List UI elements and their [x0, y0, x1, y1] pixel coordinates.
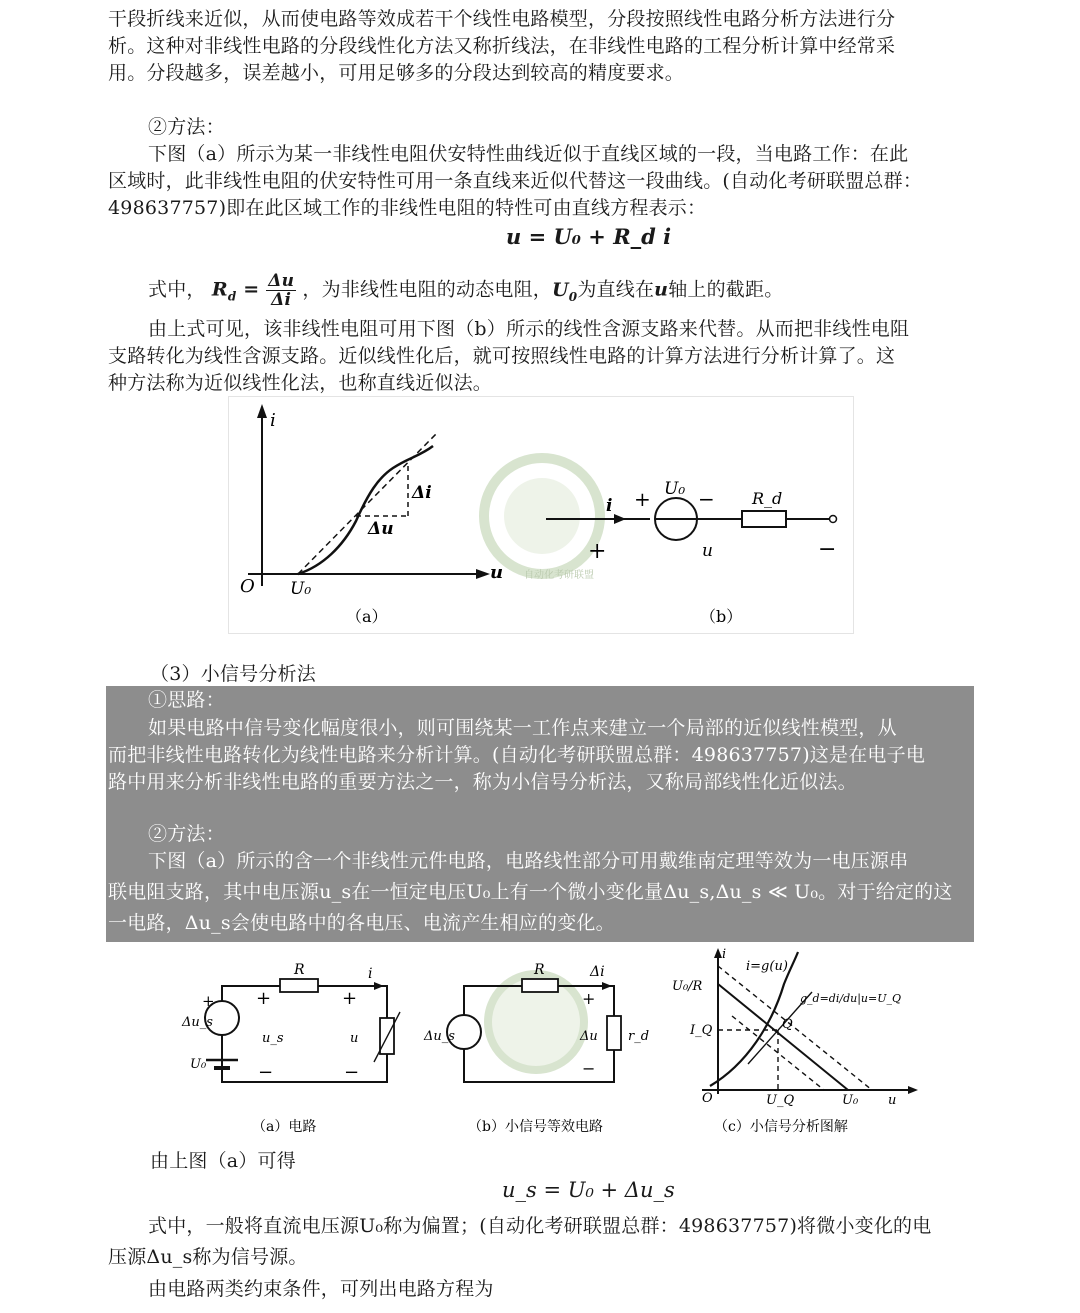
- section3-title: （3）小信号分析法: [150, 663, 316, 685]
- axis-u-label: u: [490, 562, 504, 583]
- b2-dus-label: Δu_s: [424, 1029, 455, 1044]
- svg-text:+: +: [582, 989, 596, 1008]
- c-IQ-label: I_Q: [690, 1023, 713, 1038]
- where-prefix: 式中，: [148, 278, 206, 301]
- axis-i-label: i: [270, 410, 276, 431]
- c-u-label: u: [888, 1093, 897, 1108]
- method-text-1-line-1: 下图（a）所示为某一非线性电阻伏安特性曲线近似于直线区域的一段，当电路工作：在此: [148, 143, 909, 165]
- b-i-label: i: [606, 496, 613, 516]
- c-U0R-label: U₀/R: [672, 979, 703, 994]
- where-suffix: 轴上的截距。: [668, 278, 784, 301]
- b2-rd-label: r_d: [628, 1029, 650, 1044]
- a-i-label: i: [368, 966, 373, 982]
- a-us-label: u_s: [262, 1031, 284, 1046]
- paragraph1-line-3: 用。分段越多，误差越小，可用足够多的分段达到较高的精度要求。: [108, 62, 685, 84]
- idea-text-line-3: 路中用来分析非线性电路的重要方法之一，称为小信号分析法，又称局部线性化近似法。: [108, 771, 857, 793]
- b2-du-label: Δu: [580, 1029, 598, 1044]
- c-gd-label: g_d=di/du|u=U_Q: [800, 992, 901, 1005]
- frac-denominator: Δi: [271, 290, 292, 310]
- idea-text-line-2: 而把非线性电路转化为线性电路来分析计算。(自动化考研联盟总群：498637757)这是在电子电: [108, 744, 926, 766]
- highlight-block: [106, 686, 974, 942]
- watermark-seal-inner: [504, 478, 580, 554]
- where-middle: ，为非线性电阻的动态电阻，: [302, 278, 553, 301]
- b2-R-label: R: [534, 962, 545, 978]
- c-i-label: i: [722, 947, 727, 962]
- from-fig-text: 由上图（a）可得: [150, 1150, 296, 1172]
- watermark-text: 自动化考研联盟: [524, 570, 594, 581]
- b-minus-top: −: [698, 487, 715, 511]
- paragraph2-line-3: 种方法称为近似线性化法，也称直线近似法。: [108, 372, 493, 394]
- equation-2: u_s = U₀ + Δu_s: [502, 1178, 675, 1202]
- svg-text:−: −: [582, 1059, 596, 1078]
- method-text-2-line-3: 一电路，Δu_s会使电路中的各电压、电流产生相应的变化。: [108, 912, 615, 934]
- rd-sub: d: [227, 289, 237, 304]
- c-U0-label: U₀: [842, 1093, 859, 1108]
- svg-text:+: +: [342, 988, 358, 1009]
- a-resistor: [280, 979, 318, 992]
- b2-di-label: Δi: [590, 964, 605, 980]
- where2-line-2: 压源Δu_s称为信号源。: [108, 1246, 308, 1268]
- paragraph2-line-1: 由上式可见，该非线性电阻可用下图（b）所示的线性含源支路来代替。从而把非线性电阻: [148, 318, 910, 340]
- b-plus-top: +: [634, 487, 651, 511]
- figure-1: [228, 396, 854, 634]
- rd-symbol: R: [211, 278, 228, 301]
- delta-u-label: Δu: [368, 519, 394, 539]
- paragraph1-line-2: 析。这种对非线性电路的分段线性化方法又称折线法，在非线性电路的工程分析计算中经常采: [108, 35, 896, 57]
- b-u-label: u: [702, 541, 713, 561]
- frac-numerator: Δu: [268, 271, 295, 291]
- b-rd-label: R_d: [752, 489, 783, 508]
- c-O-label: O: [702, 1091, 713, 1106]
- u0-label: U₀: [290, 579, 312, 599]
- b2-resistor: [522, 979, 558, 992]
- caption-fig2-a: （a）电路: [252, 1119, 317, 1135]
- u0-symbol: $U_0$: [552, 278, 578, 304]
- b2-rd: [607, 1016, 621, 1050]
- svg-text:−: −: [344, 1062, 360, 1083]
- a-U0-label: U₀: [190, 1057, 207, 1072]
- where2-line-1: 式中，一般将直流电压源U₀称为偏置；(自动化考研联盟总群：498637757)将微小变化的电: [148, 1215, 932, 1237]
- delta-i-label: Δi: [412, 483, 432, 503]
- idea-text-line-1: 如果电路中信号变化幅度很小，则可围绕某一工作点来建立一个局部的近似线性模型，从: [148, 717, 897, 739]
- b-resistor: [742, 511, 786, 527]
- origin-label: O: [240, 576, 255, 597]
- where-line: [148, 272, 783, 312]
- a-u-label: u: [350, 1031, 359, 1046]
- method-text-2-line-2: 联电阻支路，其中电压源u_s在一恒定电压U₀上有一个微小变化量Δu_s,Δu_s ≪ U₀。对于给定的这: [108, 881, 953, 903]
- method-text-1-line-2: 区域时，此非线性电阻的伏安特性可用一条直线来近似代替这一段曲线。(自动化考研联盟总群：: [108, 170, 923, 192]
- method-text-1-line-3: 498637757)即在此区域工作的非线性电阻的特性可由直线方程表示：: [108, 197, 707, 219]
- method-text-2-line-1: 下图（a）所示的含一个非线性元件电路，电路线性部分可用戴维南定理等效为一电压源串: [148, 850, 909, 872]
- svg-text:+: +: [256, 988, 272, 1009]
- b-terminal: [830, 516, 837, 523]
- svg-text:+: +: [202, 992, 215, 1010]
- equation-1: u = U₀ + R_d i: [506, 224, 672, 249]
- a-dus-label: Δu_s: [182, 1015, 213, 1030]
- last-line: 由电路两类约束条件，可列出电路方程为: [148, 1278, 494, 1300]
- c-UQ-label: U_Q: [766, 1093, 795, 1108]
- u-var: u: [654, 278, 669, 301]
- method-heading-1: ②方法：: [148, 116, 225, 138]
- c-curve-label: i=g(u): [746, 959, 788, 974]
- idea-heading: ①思路：: [148, 689, 225, 711]
- rd-formula: $R_d$ = $\frac{\Delta u}{\Delta i}$: [211, 271, 295, 310]
- figure-2: [162, 944, 922, 1140]
- svg-text:−: −: [258, 1062, 274, 1083]
- c-Q-label: Q: [782, 1017, 793, 1032]
- b-minus: −: [818, 537, 837, 562]
- caption-fig2-b: （b）小信号等效电路: [468, 1119, 603, 1135]
- caption-a: （a）: [346, 607, 388, 626]
- paragraph2-line-2: 支路转化为线性含源支路。近似线性化后，就可按照线性电路的计算方法进行分析计算了。这: [108, 345, 896, 367]
- caption-b: （b）: [700, 607, 743, 626]
- method-heading-2: ②方法：: [148, 823, 225, 845]
- caption-fig2-c: （c）小信号分析图解: [714, 1119, 848, 1135]
- a-R-label: R: [294, 962, 305, 978]
- b-u0-label: U₀: [664, 479, 686, 499]
- where-mid2: 为直线在: [577, 278, 655, 301]
- b-plus: +: [588, 539, 607, 564]
- paragraph1-line-1: 干段折线来近似，从而使电路等效成若干个线性电路模型，分段按照线性电路分析方法进行分: [108, 8, 896, 30]
